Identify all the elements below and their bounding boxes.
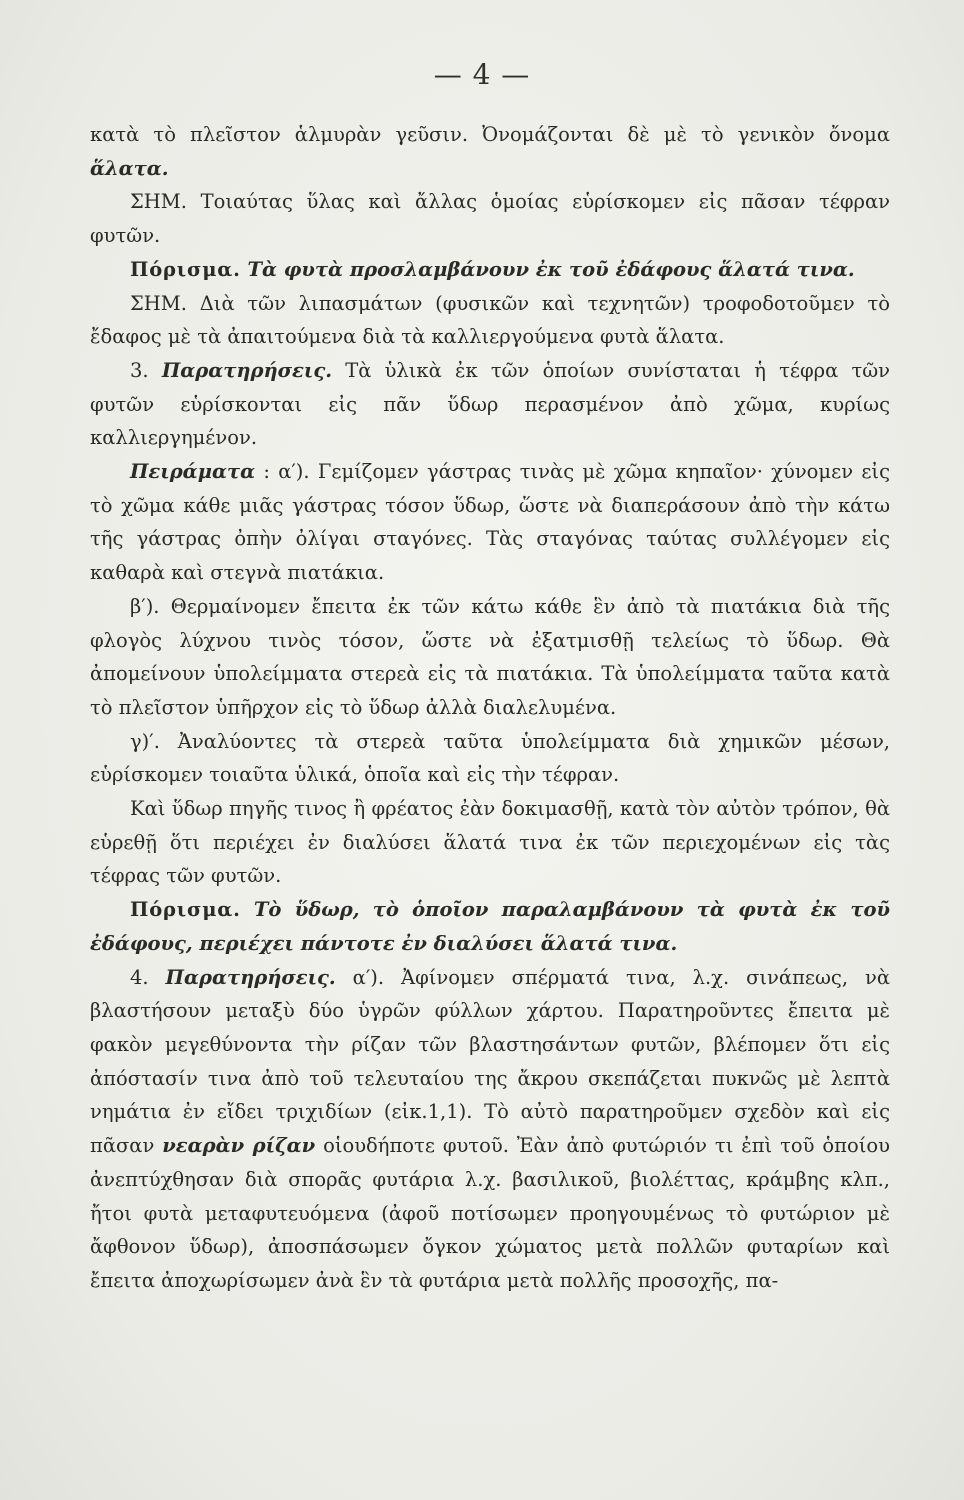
experiment-text: Γεμίζομεν γάστρας τινὰς μὲ χῶμα κηπαῖον· χύνομεν εἰς τὸ χῶμα κάθε μιᾶς γάστρας τόσον ὕδωρ, ὥστε νὰ διαπεράσουν ἀπὸ τὴν κάτω τῆς γάστρας ὀπὴν ὀλίγαι σταγόνες. Τὰς σταγόνας ταύτας συλλέγομεν εἰς καθαρὰ καὶ στεγνὰ πιατάκια. [90, 460, 890, 585]
section-number: 3. [130, 358, 162, 382]
term-alata: ἅλατα. [90, 156, 169, 180]
experiments-b: β′). Θερμαίνομεν ἔπειτα ἐκ τῶν κάτω κάθε ἓν ἀπὸ τὰ πιατάκια διὰ τῆς φλογὸς λύχνου τινὸς τόσον, ὥστε νὰ ἐξατμισθῇ τελείως τὸ ὕδωρ. Θὰ ἀπομείνουν ὑπολείμματα στερεὰ εἰς τὰ πιατάκια. Τὰ ὑπολείμματα ταῦτα κατὰ τὸ πλεῖστον ὑπῆρχον εἰς τὸ ὕδωρ ἀλλὰ διαλελυμένα. [90, 594, 890, 719]
paragraph-text: κατὰ τὸ πλεῖστον ἁλμυρὰν γεῦσιν. Ὀνομάζονται δὲ μὲ τὸ γενικὸν ὄνομα [90, 123, 890, 146]
corollary-2 [90, 893, 890, 960]
observations-heading: Παρατηρήσεις. [161, 358, 332, 382]
section-text: Τὰ ὑλικὰ ἐκ τῶν ὁποίων συνίσταται ἡ τέφρα τῶν φυτῶν εὑρίσκονται εἰς πᾶν ὕδωρ περασμένον ἀπὸ χῶμα, κυρίως καλλιεργημένον. [90, 358, 890, 450]
experiments-a [90, 455, 890, 590]
body-text [90, 118, 890, 1298]
experiment-marker: : α′). [255, 460, 310, 484]
corollary-text: Τὸ ὕδωρ, τὸ ὁποῖον παραλαμβάνουν τὰ φυτὰ ἐκ τοῦ ἐδάφους, περιέχει πάντοτε ἐν διαλύσει ἅλατά τινα. [90, 898, 890, 955]
page-number: — 4 — [433, 58, 531, 91]
section-text-continued: οἱουδήποτε φυτοῦ. Ἐὰν ἀπὸ φυτώριόν τι ἐπὶ τοῦ ὁποίου ἀνεπτύχθησαν διὰ σπορᾶς φυτάρια λ.χ. βασιλικοῦ, βιολέττας, κράμβης κλπ., ἤτοι φυτὰ μεταφυτευόμενα (ἀφοῦ ποτίσωμεν προηγουμένως τὸ φυτώριον μὲ ἄφθονον ὕδωρ), ἀποσπάσωμεν ὄγκον χώματος μετὰ πολλῶν φυταρίων καὶ ἔπειτα ἀποχωρίσωμεν ἀνὰ ἓν τὰ φυτάρια μετὰ πολλῆς προσοχῆς, πα- [90, 1134, 890, 1292]
section-text: α′). Ἀφίνομεν σπέρματά τινα, λ.χ. σινάπεως, νὰ βλαστήσουν μεταξὺ δύο ὑγρῶν φύλλων χάρτου. Παρατηροῦντες ἔπειτα μὲ φακὸν μεγεθύνοντα τὴν ρίζαν τῶν βλαστησάντων φυτῶν, βλέπομεν ὅτι εἰς ἀπόστασίν τινα ἀπὸ τοῦ τελευταίου της ἄκρου σκεπάζεται πυκνῶς μὲ λεπτὰ νημάτια ἐν εἴδει τριχιδίων (εἰκ.1,1). Τὸ αὐτὸ παρατηροῦμεν σχεδὸν καὶ εἰς πᾶσαν [90, 965, 890, 1158]
corollary-text: Τὰ φυτὰ προσλαμβάνουν ἐκ τοῦ ἐδάφους ἅλατά τινα. [240, 257, 855, 281]
note-2: ΣΗΜ. Διὰ τῶν λιπασμάτων (φυσικῶν καὶ τεχνητῶν) τροφοδοτοῦμεν τὸ ἔδαφος μὲ τὰ ἀπαιτούμενα διὰ τὰ καλλιεργούμενα φυτὰ ἅλατα. [90, 291, 890, 349]
term-young-root: νεαρὰν ρίζαν [162, 1134, 316, 1158]
corollary-1 [90, 253, 890, 287]
paragraph-1 [90, 118, 890, 185]
experiments-c: γ)′. Ἀναλύοντες τὰ στερεὰ ταῦτα ὑπολείμματα διὰ χημικῶν μέσων, εὑρίσκομεν τοιαῦτα ὑλικά, ὁποῖα καὶ εἰς τὴν τέφραν. [90, 729, 890, 787]
section-4 [90, 961, 890, 1298]
paragraph-spring-water: Καὶ ὕδωρ πηγῆς τινος ἢ φρέατος ἐὰν δοκιμασθῇ, κατὰ τὸν αὐτὸν τρόπον, θὰ εὑρεθῇ ὅτι περιέχει ἐν διαλύσει ἅλατά τινα ἐκ τῶν περιεχομένων εἰς τὰς τέφρας τῶν φυτῶν. [90, 797, 890, 888]
note-1: ΣΗΜ. Τοιαύτας ὕλας καὶ ἄλλας ὁμοίας εὑρίσκομεν εἰς πᾶσαν τέφραν φυτῶν. [90, 190, 890, 248]
observations-heading: Παρατηρήσεις. [165, 965, 336, 989]
corollary-label: Πόρισμα. [130, 257, 241, 281]
corollary-label: Πόρισμα. [130, 898, 241, 922]
experiments-heading: Πειράματα [130, 460, 256, 484]
section-3 [90, 354, 890, 455]
section-number: 4. [130, 965, 166, 989]
